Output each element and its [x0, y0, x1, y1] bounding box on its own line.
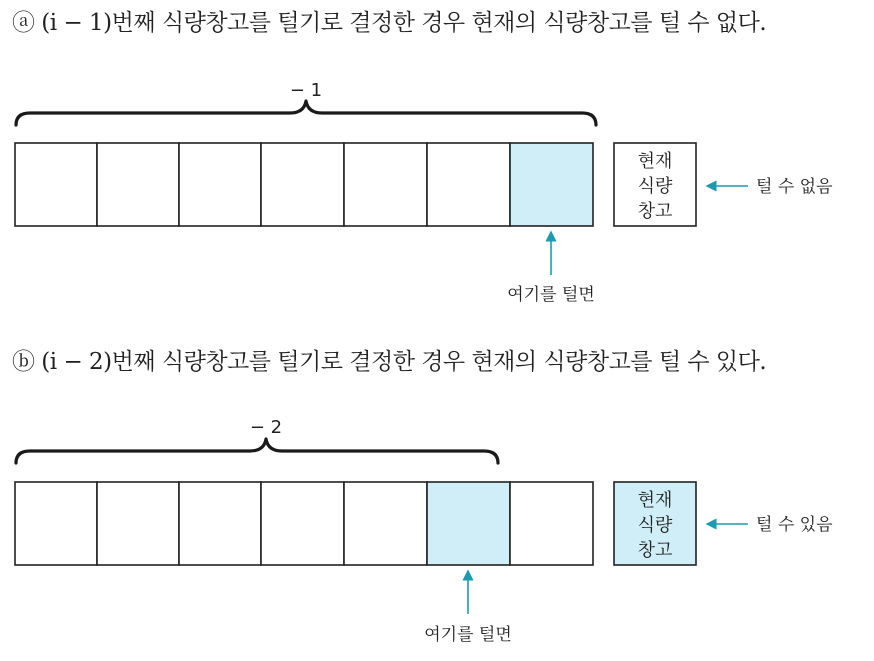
case-b-current-line-1: 현재: [637, 490, 673, 511]
case-b-cell-5: [344, 482, 427, 565]
case-a-brace-label: − 1: [289, 80, 323, 101]
case-b-current-line-2: 식량: [637, 515, 673, 536]
case-a-brace: [16, 101, 596, 125]
case-a-cell-4: [261, 143, 344, 226]
case-b-result-label: 털 수 있음: [756, 515, 833, 535]
case-b-brace: [16, 439, 498, 463]
case-b-cell-4: [261, 482, 344, 565]
case-a-cell-2: [97, 143, 179, 226]
case-a-cell-1: [15, 143, 97, 226]
case-a-group: [15, 80, 833, 305]
case-a-cell-3: [179, 143, 261, 226]
caption-case-b: ⓑ (i − 2)번째 식량창고를 털기로 결정한 경우 현재의 식량창고를 털 수 있다.: [12, 349, 767, 375]
case-b-highlight-label: 여기를 털면: [424, 625, 512, 645]
case-a-current-line-3: 창고: [637, 201, 673, 222]
case-a-cell-7: [510, 143, 593, 226]
case-b-current-line-3: 창고: [637, 540, 673, 561]
case-b-group: [15, 417, 833, 645]
case-a-cell-5: [344, 143, 427, 226]
case-a-current-line-1: 현재: [637, 151, 673, 172]
case-a-cell-6: [427, 143, 510, 226]
case-b-cell-1: [15, 482, 97, 565]
case-b-cell-7: [510, 482, 593, 565]
case-a-result-label: 털 수 없음: [756, 177, 833, 197]
case-b-cell-2: [97, 482, 179, 565]
case-b-cell-3: [179, 482, 261, 565]
caption-case-a: ⓐ (i − 1)번째 식량창고를 털기로 결정한 경우 현재의 식량창고를 털 수 없다.: [12, 10, 767, 36]
case-b-cell-6: [427, 482, 510, 565]
case-a-current-line-2: 식량: [637, 176, 673, 197]
case-a-highlight-label: 여기를 털면: [507, 285, 595, 305]
case-b-brace-label: − 2: [249, 417, 283, 438]
